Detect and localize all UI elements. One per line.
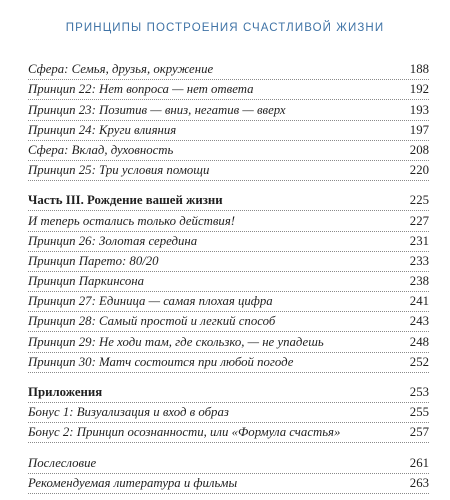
toc-entry-page: 233 [409,253,429,268]
toc-group-part-three [28,191,429,373]
toc-entry-page: 193 [409,102,429,117]
toc-entry-page: 197 [409,122,429,137]
toc-entry [28,60,429,80]
toc-entry [28,453,429,473]
toc-section-heading [28,191,429,211]
toc-entry-page: 227 [409,213,429,228]
toc-entry [28,332,429,352]
toc-entry-title: Бонус 1: Визуализация и вход в образ [28,405,229,420]
toc-entry-page: 238 [409,274,429,289]
toc-entry [28,161,429,181]
toc-entry-title: Принцип 23: Позитив — вниз, негатив — вверх [28,102,286,117]
toc-entry [28,232,429,252]
toc-entry-title: И теперь остались только действия! [28,213,236,228]
toc-entry [28,403,429,423]
toc-entry-title: Принцип 30: Матч состоится при любой погоде [28,354,294,369]
toc-entry-title: Рекомендуемая литература и фильмы [28,475,238,490]
toc-entry [28,80,429,100]
toc-entry-page: 261 [409,455,429,470]
toc-entry-page: 253 [409,385,429,399]
toc-entry-title: Принцип 24: Круги влияния [28,122,177,137]
toc-entry-page: 220 [409,163,429,178]
toc-entry-title: Часть III. Рождение вашей жизни [28,193,223,208]
toc-entry [28,423,429,443]
toc-entry-page: 231 [409,233,429,248]
toc-entry-title: Принцип 29: Не ходи там, где скользко, — не упадешь [28,334,324,349]
toc-entry-page: 188 [409,62,429,77]
toc-entry-page: 208 [409,142,429,157]
toc-entry-page: 192 [409,82,429,97]
toc-entry-title: Принцип Паркинсона [28,274,145,289]
toc-entry-title: Сфера: Семья, друзья, окружение [28,62,214,77]
toc-entry-title: Принцип 26: Золотая середина [28,233,198,248]
toc-entry-title: Послесловие [28,455,97,470]
toc-entry-page: 257 [409,425,429,440]
toc-entry [28,100,429,120]
toc-entry-title: Бонус 2: Принцип осознанности, или «Формула счастья» [28,425,341,440]
toc-entry [28,292,429,312]
toc-entry-page: 241 [409,294,429,309]
toc-entry-page: 263 [409,475,429,490]
table-of-contents [28,60,429,494]
toc-entry-title: Принцип 27: Единица — самая плохая цифра [28,294,273,309]
toc-entry-title: Принцип Парето: 80/20 [28,253,159,268]
toc-entry [28,272,429,292]
toc-entry-page: 255 [409,405,429,420]
toc-entry-title: Принцип 28: Самый простой и легкий способ [28,314,276,329]
toc-group-appendices [28,383,429,444]
toc-entry-title: Сфера: Вклад, духовность [28,142,174,157]
toc-entry [28,252,429,272]
running-header: ПРИНЦИПЫ ПОСТРОЕНИЯ СЧАСТЛИВОЙ ЖИЗНИ [65,22,385,34]
toc-entry [28,312,429,332]
toc-entry-title: Приложения [28,385,103,399]
toc-entry-title: Принцип 22: Нет вопроса — нет ответа [28,82,254,97]
toc-entry-page: 243 [409,314,429,329]
toc-entry [28,353,429,373]
toc-entry-page: 248 [409,334,429,349]
toc-group-sphere [28,60,429,181]
toc-entry-page: 225 [409,193,429,208]
toc-section-heading [28,383,429,403]
toc-entry [28,141,429,161]
toc-entry [28,121,429,141]
toc-entry-page: 252 [409,354,429,369]
toc-entry [28,211,429,231]
toc-entry-title: Принцип 25: Три условия помощи [28,163,210,178]
toc-group-backmatter [28,453,429,493]
toc-entry [28,474,429,494]
